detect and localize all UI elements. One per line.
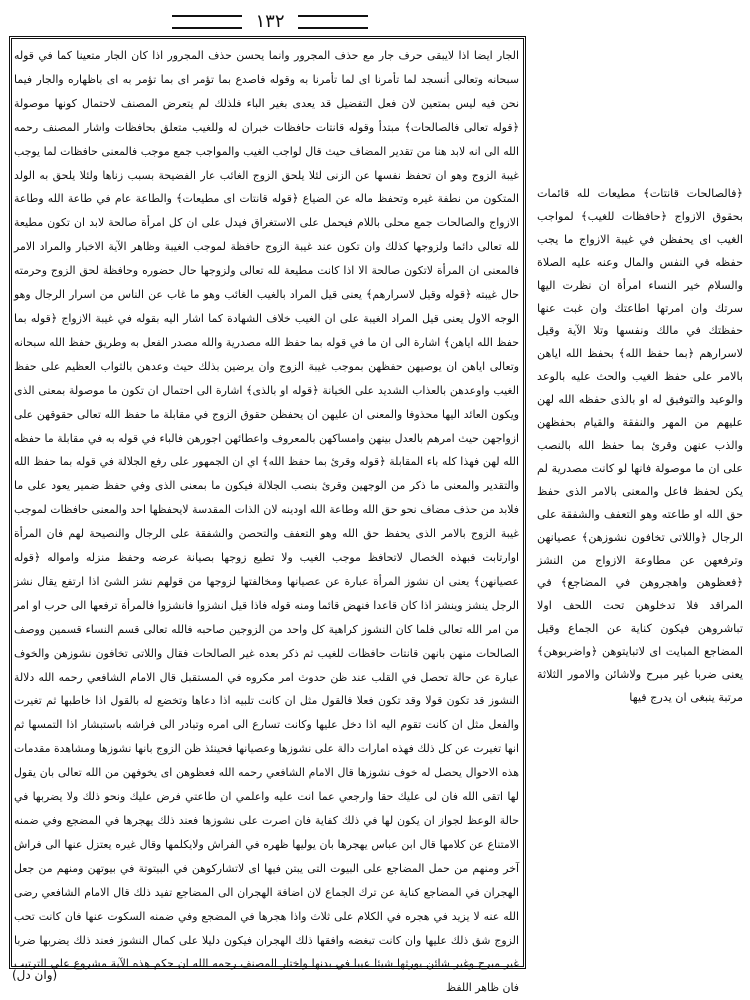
catchword: (وان دل) [12,968,58,982]
margin-tafsir-text: ﴿فالصالحات قانتات﴾ مطيعات لله قائمات بحقوق الازواج ﴿حافظات للغيب﴾ لمواجب الغيب اى يحفظن في غيبة الازواج ما يجب حفظه في النفس والمال وعنه عليه الصلاة والسلام خير النساء امرأة ان نظرت اليها سرتك وان امرتها اطاعتك وان غبت عنها حفظتك في مالك ونفسها وتلا الآية وقيل لاسرارهم ﴿بما حفظ الله﴾ بحفظ الله اياهن بالامر على حفظ الغيب والحث عليه بالوعد والوعيد والتوفيق له او بالذى حفظه الله لهن عليهم من المهر والنفقة والقيام بحفظهن والذب عنهن وقرئ بما حفظ الله بالنصب على ان ما موصولة فانها لو كانت مصدرية لم يكن لحفظ فاعل والمعنى بالامر الذى حفظ حق الله او طاعته وهو التعفف والشفقة على الرجال ﴿واللاتى تخافون نشوزهن﴾ عصيانهن وترفعهن عن مطاوعة الازواج من النشز ﴿فعظوهن واهجروهن في المضاجع﴾ في المراقد فلا تدخلوهن تحت اللحف اولا تباشروهن فيكون كناية عن الجماع وقيل المضاجع المبايت اى لاتبايتوهن ﴿واضربوهن﴾ يعنى ضربا غير مبرح ولاشائن والامور الثلاثة مرتبة ينبغى ان يدرج فيها [537,187,743,704]
page-header [0,10,540,34]
main-commentary-text: الجار ايضا اذا لايبقى حرف جار مع حذف المجرور وانما يحسن حذف المجرور اذا كان الجار متعينا كما في قوله سبحانه وتعالى أنسجد لما تأمرنا اى لما تأمرنا به وقوله فاصدع بما تؤمر اى بما تؤمر به اى باظهاره والجار فيما نحن فيه ليس بمتعين لان فعل التفضيل قد يعدى بغير الباء فلذلك لم يتعرض المصنف لاحتمال كونها موصولة ﴿قوله تعالى فالصالحات﴾ مبتدأ وقوله قانتات حافظات خبران له وللغيب متعلق بحافظات واشار المصنف رحمه الله الى انه لابد هنا من تقدير المضاف حيث قال لواجب الغيب والمواجب جمع موجب فالمعنى حافظات لما يوجب غيبة الزوج وهو ان تحفظ نفسها عن الزنى لئلا يلحق الزوج الغائب عار الفضيحة بسبب زناها ولئلا يلحق به الولد المتكون من نطفة غيره وتحفظ ماله عن الضياع ﴿قوله قانتات اى مطيعات﴾ والطاعة عام في طاعة الله وطاعة الازواج والصالحات جمع محلى باللام فيحمل على الاستغراق فيدل على ان كل امرأة صالحة لابد ان تكون مطيعة لله تعالى دائما ولزوجها كذلك وان تكون عند غيبة الزوج حافظة لموجب الغيبة وظاهر الآية الاخبار والمراد الامر فالمعنى ان المرأة لاتكون صالحة الا اذا كانت مطيعة لله تعالى ولزوجها حال حضوره وحافظة لحق الزوج وحرمته حال غيبته ﴿قوله وقيل لاسرارهم﴾ يعنى قيل المراد بالغيب الغائب وهو ما غاب عن الناس من اسرار الرجال وهو الوجه الاول يعنى قيل المراد الغيبة على ان الغيب خلاف الشهادة كما اشار اليه بقوله في غيبة الازواج ﴿قوله بما حفظ الله اياهن﴾ اشارة الى ان ما في قوله بما حفظ الله مصدرية والله مصدر الفعل به وطريق حفظ الله سبحانه وتعالى اياهن ان يوصيهن حفظهن بموجب غيبة الزوج وان يرضين بذلك حيث وعدهن بالثواب العظيم على حفظ الغيب واوعدهن بالعذاب الشديد على الخيانة ﴿قوله او بالذى﴾ اشارة الى احتمال ان تكون ما موصولة بمعنى الذى ويكون العائد اليها محذوفا والمعنى ان عليهن ان يحفظن حقوق الزوج في مقابلة ما حفظ الله تعالى حقوقهن على ازواجهن حيث امرهم بالعدل بينهن وامساكهن بالمعروف واعطائهن اجورهن فالباء في قوله به في مقابلة ما حفظه الله لهن فهذا كله باء المقابلة ﴿قوله وقرئ بما حفظ الله﴾ اي ان الجمهور على رفع الجلالة في قوله بما حفظ الله والتقدير والمعنى ما ذكر من الوجهين وقرئ بنصب الجلالة فيكون ما بمعنى الذى وفي حفظ ضمير يعود على ما فلابد من حذف مضاف نحو حق الله وطاعة الله اودينه لان الذات المقدسة لايحفظها احد والمعنى حافظات لموجب غيبة الزوج بالامر الذى يحفظ حق الله وهو التعفف والتحصن والشفقة على الرجال والنصيحة لهم فان المرأة اوارتابت فبهذه الخصال لاتحافظ موجب الغيب ولا تطيع زوجها بصيانة عرضه وحفظ منزله وامواله ﴿قوله عصيانهن﴾ يعنى ان نشوز المرأة عبارة عن عصيانها ومخالفتها لزوجها من قولهم نشز الشئ اذا ارتفع يقال نشز الرجل ينشز وينشز اذا كان قاعدا فنهض قائما ومنه قوله فاذا قيل انشزوا فانشزوا فالمرأة ترفعها الى حرب او امر من امر الله تعالى فلما كان النشوز كراهية كل واحد من الزوجين صاحبه فالله تعالى قسم النساء قسمين ووصف الصالحات منهن بانهن قانتات حافظات للغيب ثم ذكر بعده غير الصالحات فقال واللاتى تخافون نشوزهن والخوف عبارة عن حالة تحصل في القلب عند ظن حدوث امر مكروه في المستقبل قال الامام الشافعي رحمه الله دلالة النشوز قد تكون قولا وقد تكون فعلا فالقول مثل ان كانت تلبيه اذا دعاها وتخضع له بالقول اذا خاطبها ثم تغيرت والفعل مثل ان كانت تقوم اليه اذا دخل عليها وكانت تسارع الى امره وتبادر الى فراشه باستبشار اذا التمسها ثم انها تغيرت عن كل ذلك فهذه امارات دالة على نشوزها وعصيانها فحينئذ ظن الزوج بانها نشوزها ومشاهدة مقدمات هذه الاحوال يحصل له خوف نشوزها قال الامام الشافعي رحمه الله فعظوهن اى يخوفهن من الله تعالى بان يقول لها اتقى الله فان لى عليك حقا وارجعي عما انت عليه واعلمي ان طاعتي فرض عليك ونحو ذلك ولا يضربها في حالة الوعظ لجواز ان يكون لها في ذلك كفاية فان اصرت على نشوزها فعند ذلك يهجرها في المضجع وفي ضمنه الامتناع عن كلامها قال ابن عباس يهجرها بان يوليها ظهره في الفراش ولايكلمها وقال غيره يعتزل عنها الى فراش آخر ومنهم من حمل المضاجع على البيوت التى يبتن فيها اى لاتشاركوهن في البيتوتة في بيوتهن ومنهم من جعل الهجران في المضاجع كناية عن ترك الجماع لان اضافة الهجران الى المضاجع تفيد ذلك قال الامام الشافعي رضى الله عنه لا يزيد في هجره في الكلام على ثلاث واذا هجرها في المضجع وفي ضمنه السكوت عنها فان كانت تحب الزوج شق ذلك عليها وان كانت تبغضه وافقها ذلك الهجران فيكون دليلا على كمال النشوز فعند ذلك يضربها ضربا غير مبرح وغير شائن يورثها شيئا عيبا في بدنها واختار المصنف رحمه الله ان حكم هذه الآية مشروع على الترتيب فان ظاهر اللفظ [14,49,519,995]
header-ornament-left [172,15,242,29]
page-number: ١٣٢ [255,11,285,32]
header-ornament-right [298,15,368,29]
margin-tafsir [537,183,743,833]
